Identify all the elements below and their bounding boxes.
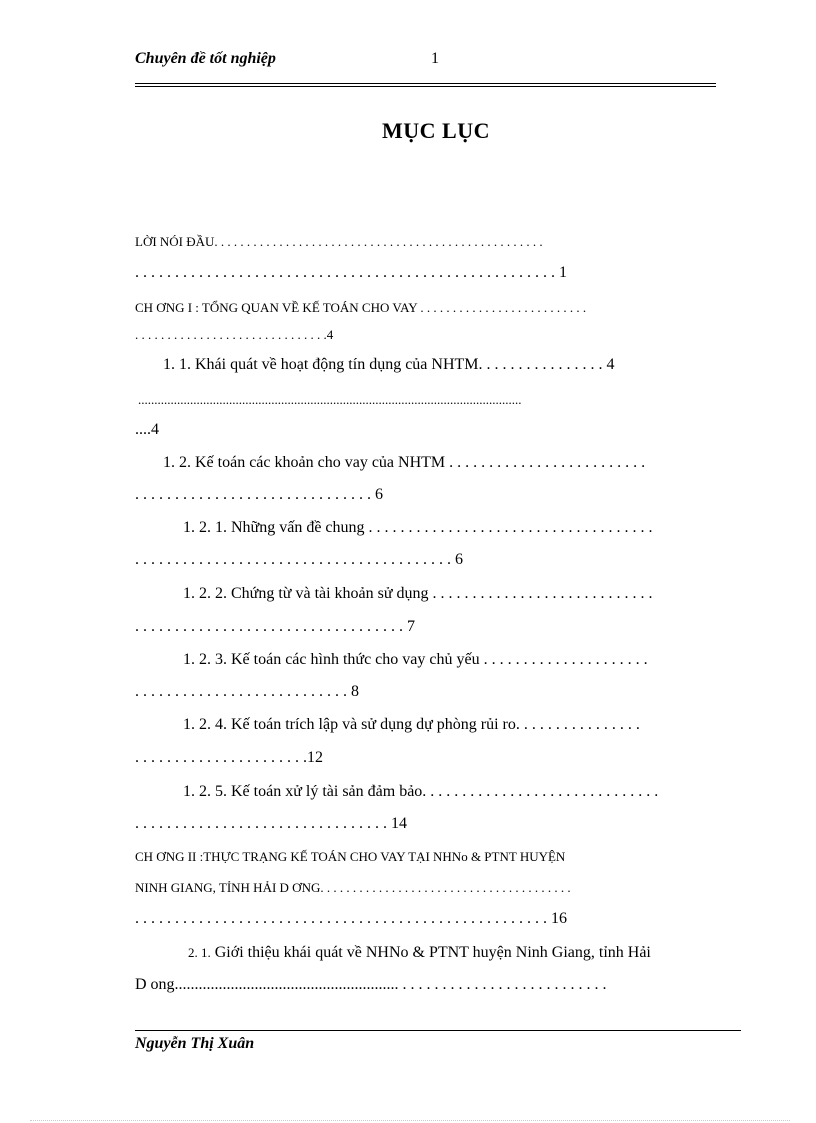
toc-entry-chapter-2-page: . . . . . . . . . . . . . . . . . . . . . . . . . . . . . . . . . . . . . . . . . . . . . . . . . . . . 16 bbox=[135, 910, 567, 927]
toc-entry-1-2: 1. 2. Kế toán các khoản cho vay của NHTM . . . . . . . . . . . . . . . . . . . . . . . . . bbox=[163, 454, 646, 471]
toc-entry-1-1: 1. 1. Khái quát về hoạt động tín dụng của NHTM. . . . . . . . . . . . . . . . 4 bbox=[163, 356, 615, 373]
toc-entry-chapter-1-page: . . . . . . . . . . . . . . . . . . . . . . . . . . . . . .4 bbox=[135, 327, 334, 342]
author-name: Nguyễn Thị Xuân bbox=[135, 1035, 255, 1052]
toc-entry-2-1-text: Giới thiệu khái quát về NHNo & PTNT huyện Ninh Giang, tỉnh Hải bbox=[210, 944, 651, 961]
toc-entry-preface: LỜI NÓI ĐẦU. . . . . . . . . . . . . . . . . . . . . . . . . . . . . . . . . . . . . . . . . . . . . . . . . . . bbox=[135, 234, 543, 249]
header-rule-bottom bbox=[135, 86, 716, 87]
toc-entry-1-2-4: 1. 2. 4. Kế toán trích lập và sử dụng dự phòng rủi ro. . . . . . . . . . . . . . . . bbox=[183, 716, 640, 733]
header-rule-top bbox=[135, 83, 716, 84]
toc-entry-1-2-2: 1. 2. 2. Chứng từ và tài khoản sử dụng . . . . . . . . . . . . . . . . . . . . . . . . . . . . bbox=[183, 585, 653, 602]
toc-entry-chapter-2-cont: NINH GIANG, TỈNH HẢI D ƠNG. . . . . . . . . . . . . . . . . . . . . . . . . . . . . . . . . . . . . . . bbox=[135, 880, 571, 895]
toc-entry-1-2-4-page: . . . . . . . . . . . . . . . . . . . . . .12 bbox=[135, 749, 323, 766]
toc-entry-1-2-5: 1. 2. 5. Kế toán xử lý tài sản đảm bảo. . . . . . . . . . . . . . . . . . . . . . . . . . . . . . bbox=[183, 783, 659, 800]
toc-entry-1-2-5-page: . . . . . . . . . . . . . . . . . . . . . . . . . . . . . . . . 14 bbox=[135, 815, 407, 832]
page-bottom-border bbox=[30, 1120, 790, 1121]
page-number: 1 bbox=[431, 50, 439, 67]
toc-entry-1-2-3-page: . . . . . . . . . . . . . . . . . . . . . . . . . . . 8 bbox=[135, 683, 359, 700]
toc-entry-2-1-number: 2. 1. bbox=[188, 945, 211, 960]
toc-entry-1-2-page: . . . . . . . . . . . . . . . . . . . . . . . . . . . . . . 6 bbox=[135, 486, 383, 503]
toc-entry-1-2-1: 1. 2. 1. Những vấn đề chung . . . . . . . . . . . . . . . . . . . . . . . . . . . . . . . . . . . . bbox=[183, 519, 653, 536]
toc-entry-1-1-dots: ...................................................................................................................... bbox=[138, 392, 522, 407]
toc-entry-1-2-3: 1. 2. 3. Kế toán các hình thức cho vay chủ yếu . . . . . . . . . . . . . . . . . . . . . bbox=[183, 651, 648, 668]
toc-entry-2-1-cont: D ong........................................................ . . . . . . . . . . . . . . . . . . . . . . . . . . bbox=[135, 976, 607, 993]
footer-rule bbox=[135, 1030, 741, 1031]
toc-title: MỤC LỤC bbox=[382, 118, 490, 143]
document-header-title: Chuyên đề tốt nghiệp bbox=[135, 50, 276, 67]
toc-entry-2-1 bbox=[188, 944, 740, 968]
toc-entry-chapter-1: CH ƠNG I : TỔNG QUAN VỀ KẾ TOÁN CHO VAY . . . . . . . . . . . . . . . . . . . . . . . . . . bbox=[135, 300, 587, 315]
toc-entry-chapter-2: CH ƠNG II :THỰC TRẠNG KẾ TOÁN CHO VAY TẠI NHNo & PTNT HUYỆN bbox=[135, 849, 566, 864]
toc-entry-1-1-page: ....4 bbox=[135, 421, 159, 438]
toc-entry-preface-page: . . . . . . . . . . . . . . . . . . . . . . . . . . . . . . . . . . . . . . . . . . . . . . . . . . . . . 1 bbox=[135, 264, 567, 281]
toc-entry-1-2-1-page: . . . . . . . . . . . . . . . . . . . . . . . . . . . . . . . . . . . . . . . . 6 bbox=[135, 551, 463, 568]
toc-entry-1-2-2-page: . . . . . . . . . . . . . . . . . . . . . . . . . . . . . . . . . . 7 bbox=[135, 618, 415, 635]
